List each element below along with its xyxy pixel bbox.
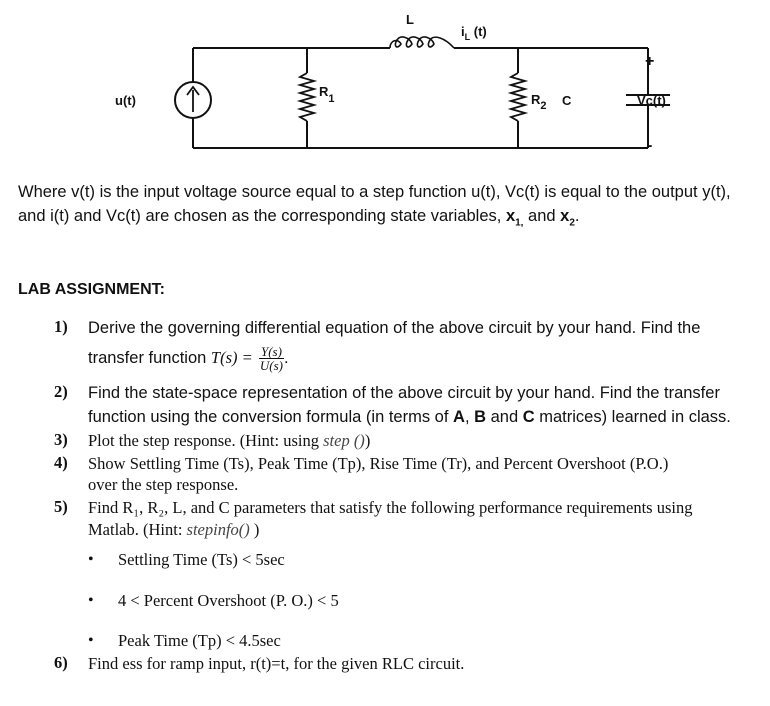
- plus-sign: +: [645, 53, 655, 70]
- item-5-line-2: Matlab. (Hint: stepinfo() ): [88, 520, 260, 539]
- requirement-percent-overshoot: 4 < Percent Overshoot (P. O.) < 5: [118, 591, 339, 610]
- item-1-line-1: Derive the governing differential equation of the above circuit by your hand. Find the: [88, 319, 701, 337]
- item-2-line-1: Find the state-space representation of the above circuit by your hand. Find the transfer: [88, 384, 720, 402]
- inductor-icon: [390, 37, 454, 48]
- bullet-icon: •: [88, 632, 94, 649]
- description-line-1: Where v(t) is the input voltage source equal to a step function u(t), Vc(t) is equal to the output y(t),: [18, 183, 731, 201]
- minus-sign: -: [647, 137, 653, 154]
- lab-assignment-heading: LAB ASSIGNMENT:: [18, 281, 165, 298]
- item-3-number: 3): [54, 430, 68, 449]
- item-2-number: 2): [54, 382, 68, 401]
- transfer-function-fraction: $\frac{Y(s)}{U(s)}$: [259, 344, 283, 374]
- resistor-r2-icon: [511, 73, 525, 121]
- item-4-line-2: over the step response.: [88, 475, 239, 494]
- item-3-text: Plot the step response. (Hint: using step ()): [88, 431, 371, 450]
- bullet-icon: •: [88, 592, 94, 609]
- item-5-number: 5): [54, 497, 68, 516]
- capacitor-label: C: [562, 93, 572, 108]
- description-paragraph: [18, 180, 763, 235]
- inductor-label: L: [406, 12, 414, 27]
- rlc-circuit-diagram: [0, 0, 770, 170]
- item-6-text: Find ess for ramp input, r(t)=t, for the given RLC circuit.: [88, 654, 465, 673]
- r2-label: $R_2$: [531, 92, 547, 112]
- bullet-icon: •: [88, 551, 94, 568]
- resistor-r1-icon: [300, 73, 314, 121]
- requirement-settling-time: Settling Time (Ts) < 5sec: [118, 550, 285, 569]
- requirement-peak-time: Peak Time (Tp) < 4.5sec: [118, 631, 281, 650]
- item-2-line-2: function using the conversion formula (in terms of A, B and C matrices) learned in class.: [88, 408, 731, 426]
- item-4-line-1: Show Settling Time (Ts), Peak Time (Tp), Rise Time (Tr), and Percent Overshoot (P.O.): [88, 454, 669, 473]
- item-1-number: 1): [54, 317, 68, 336]
- source-label: u(t): [115, 93, 136, 108]
- item-5-line-1: Find R₁, R₂, L, and C parameters that satisfy the following performance requirements using: [88, 498, 693, 517]
- r1-label: $R_1$: [319, 84, 335, 105]
- item-4-number: 4): [54, 453, 68, 472]
- output-label: Vc(t): [637, 93, 666, 108]
- current-source-icon: [175, 82, 211, 118]
- current-label: $i_L$ (t): [461, 24, 487, 42]
- item-1-line-2: transfer function T(s) = $\frac{Y(s)}{U(s)}$ .: [88, 344, 289, 374]
- item-6-number: 6): [54, 653, 68, 672]
- description-line-2: and i(t) and Vc(t) are chosen as the corresponding state variables, $x_{1,}$ and $x_2$.: [18, 207, 580, 229]
